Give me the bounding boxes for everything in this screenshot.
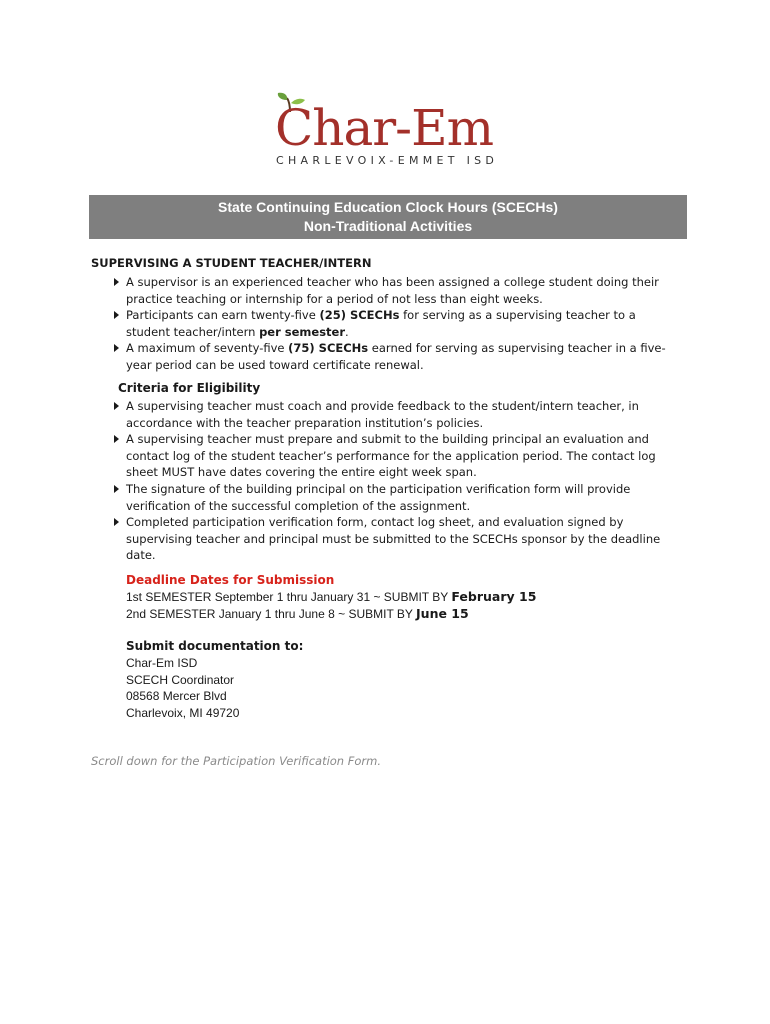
bullet-arrow-icon (114, 344, 119, 352)
deadline-text: 2nd SEMESTER January 1 thru June 8 ~ SUBMIT BY (126, 607, 417, 621)
bullet-arrow-icon (114, 518, 119, 526)
overview-bullets (114, 274, 674, 374)
title-banner (89, 195, 687, 239)
section-heading: SUPERVISING A STUDENT TEACHER/INTERN (91, 256, 372, 270)
list-item (114, 431, 674, 481)
deadline-second-semester (126, 606, 469, 623)
banner-subtitle: Non-Traditional Activities (303, 218, 473, 234)
bullet-text: A maximum of seventy-five (126, 341, 289, 356)
deadline-date: February 15 (451, 589, 537, 604)
address-line: 08568 Mercer Blvd (126, 689, 227, 704)
banner-title: State Continuing Education Clock Hours (SCECHs) (218, 199, 558, 215)
criteria-bullets (114, 398, 674, 564)
bullet-text: earned for serving as supervising teacher in a five-year period can be used toward certificate renewal. (126, 341, 666, 372)
bullet-text: The signature of the building principal on the participation verification form will provide verification of the successful completion of the assignment. (126, 481, 631, 513)
bullet-bold-text: (25) SCECHs (319, 308, 400, 323)
char-em-logo (270, 92, 510, 172)
bullet-text: Participants can earn twenty-five (126, 308, 320, 323)
deadline-text: 1st SEMESTER September 1 thru January 31 ~ SUBMIT BY (126, 590, 452, 604)
bullet-arrow-icon (114, 278, 119, 286)
bullet-arrow-icon (114, 435, 119, 443)
list-item (114, 274, 674, 307)
deadline-first-semester (126, 589, 536, 606)
bullet-text: for serving as a supervising teacher to a student teacher/intern (126, 308, 636, 339)
bullet-text: A supervisor is an experienced teacher who has been assigned a college student doing their practice teaching or internship for a period of not less than eight weeks. (126, 275, 659, 306)
criteria-heading: Criteria for Eligibility (118, 381, 261, 395)
deadline-heading: Deadline Dates for Submission (126, 573, 335, 587)
bullet-text: Completed participation verification form, contact log sheet, and evaluation signed by supervising teacher and principal must be submitted to the SCECHs sponsor by the deadline date. (126, 515, 661, 563)
logo-subtitle: CHARLEVOIX-EMMET ISD (276, 154, 499, 167)
list-item (114, 398, 674, 431)
bullet-arrow-icon (114, 485, 119, 493)
mailing-address (126, 655, 239, 721)
bullet-arrow-icon (114, 311, 119, 319)
bullet-bold-text: (75) SCECHs (288, 341, 369, 356)
address-line: SCECH Coordinator (126, 672, 235, 687)
address-line: Charlevoix, MI 49720 (126, 705, 240, 720)
bullet-text: A supervising teacher must coach and provide feedback to the student/intern teacher, in accordance with the teacher preparation institution’s policies. (126, 399, 639, 430)
list-item (114, 481, 674, 514)
list-item (114, 514, 674, 564)
deadline-date: June 15 (416, 606, 469, 621)
submit-heading: Submit documentation to: (126, 639, 304, 653)
bullet-arrow-icon (114, 402, 119, 410)
bullet-text: . (345, 324, 349, 339)
list-item (114, 307, 674, 340)
list-item (114, 340, 674, 373)
scroll-note: Scroll down for the Participation Verification Form. (91, 754, 381, 768)
logo-wordmark: Char-Em (275, 99, 493, 157)
bullet-bold-text: per semester (259, 324, 346, 339)
address-line: Char-Em ISD (126, 656, 198, 670)
bullet-text: A supervising teacher must prepare and submit to the building principal an evaluation and contact log of the student teacher’s performance for the application period. The contact log sheet MUST have dates covering the entire eight week span. (126, 432, 656, 480)
